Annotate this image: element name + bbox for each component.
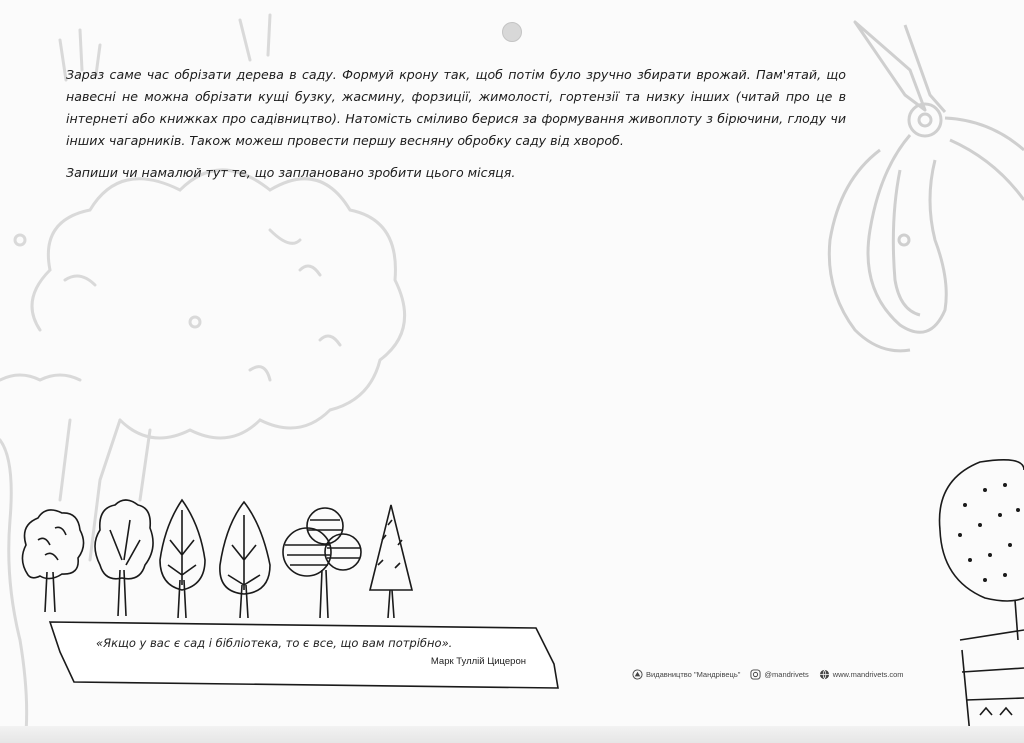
quote-text: «Якщо у вас є сад і бібліотека, то є все, що вам потрібно». xyxy=(96,636,453,650)
footer-website[interactable] xyxy=(819,669,904,680)
pruning-shears-illustration xyxy=(829,22,1024,351)
instagram-handle: @mandrivets xyxy=(764,669,809,679)
potted-topiary-illustration xyxy=(940,460,1024,740)
website-url: www.mandrivets.com xyxy=(832,669,904,679)
topiary-dots xyxy=(958,483,1020,582)
publisher-logo-icon xyxy=(632,669,643,680)
footer-publisher xyxy=(632,669,740,680)
tree-row-illustration xyxy=(22,500,412,618)
page-bottom-edge xyxy=(0,726,1024,743)
binding-hole xyxy=(502,22,522,42)
paragraph-prompt: Запиши чи намалюй тут те, що заплановано зробити цього місяця. xyxy=(66,165,516,180)
footer-instagram[interactable] xyxy=(750,669,808,680)
instagram-icon xyxy=(750,669,761,680)
quote-author: Марк Туллій Цицерон xyxy=(430,656,526,667)
footer xyxy=(632,664,962,684)
paragraph-instructions: Зараз саме час обрізати дерева в саду. Формуй крону так, щоб потім було зручно збирати врожай. Пам'ятай, що навесні не можна обрізати кущі бузку, жасмину, форзиції, жимолості, гортензії та низку інших (читай про це в інтернеті або книжках про садівництво). Натомість сміливо берися за формування живоплоту з бірючини, глоду чи інших чагарників. Також можеш провести першу весняну обробку саду від хвороб. xyxy=(66,67,846,148)
main-text-block xyxy=(66,64,846,194)
web-icon xyxy=(819,669,830,680)
publisher-name: Видавництво "Мандрівець" xyxy=(646,669,741,679)
